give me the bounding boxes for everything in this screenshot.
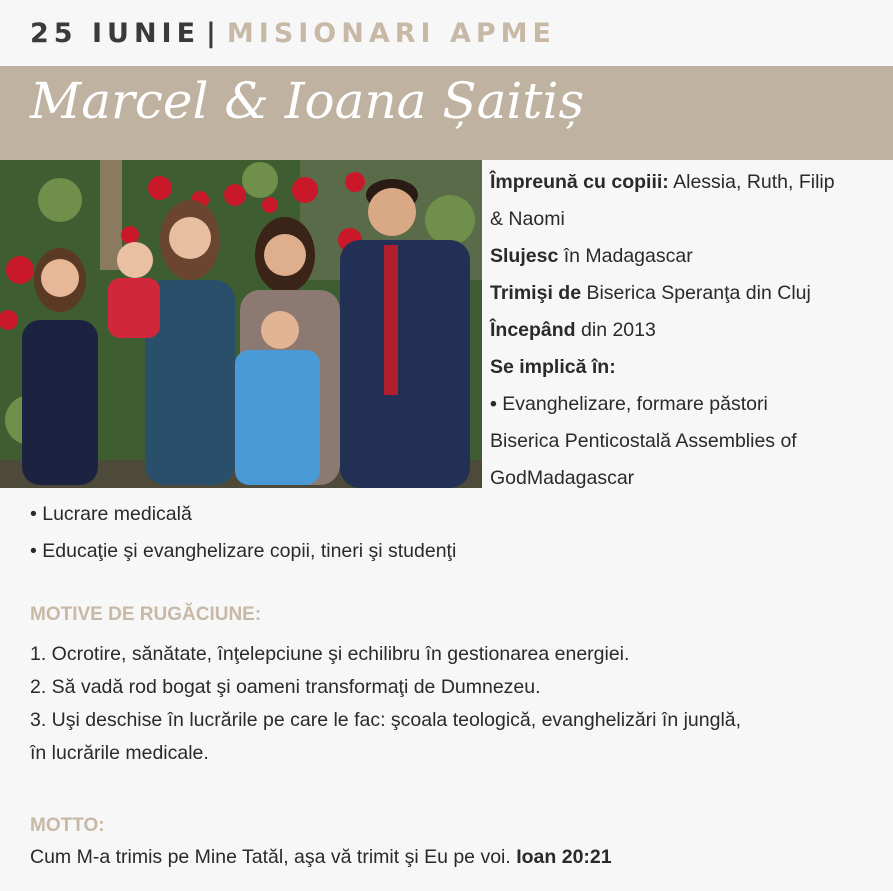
- info-sent: [490, 275, 890, 312]
- missionary-info: [490, 164, 890, 497]
- prayer-title: MOTIVE DE RUGĂCIUNE:: [30, 604, 262, 625]
- info-since: [490, 312, 890, 349]
- since-value: din 2013: [575, 319, 656, 341]
- motto-quote: Cum M-a trimis pe Mine Tatăl, aşa vă trimit şi Eu pe voi.: [30, 846, 517, 868]
- header-org: MISIONARI APME: [226, 18, 556, 49]
- info-children-cont: & Naomi: [490, 208, 565, 230]
- prayer-list: [30, 638, 870, 770]
- list-item: • Lucrare medicală: [30, 503, 192, 525]
- prayer-item: 1. Ocrotire, sănătate, înţelepciune şi echilibru în gestionarea energiei.: [30, 643, 630, 665]
- missionary-names: Marcel & Ioana Șaitiș: [30, 72, 585, 130]
- children-names: Alessia, Ruth, Filip: [668, 171, 835, 193]
- header-date: 25 IUNIE: [30, 18, 201, 49]
- prayer-item: 2. Să vadă rod bogat şi oameni transformaţi de Dumnezeu.: [30, 676, 541, 698]
- since-label: Începând: [490, 319, 576, 341]
- info-serve: [490, 238, 890, 275]
- children-label: Împreună cu copiii:: [490, 171, 669, 193]
- motto-reference: Ioan 20:21: [516, 846, 612, 868]
- info-involved-label: [490, 349, 890, 386]
- family-photo-illustration: [0, 160, 482, 488]
- motto-text: [30, 846, 612, 869]
- prayer-item: în lucrările medicale.: [30, 742, 209, 764]
- involved-item-1: Evanghelizare, formare păstori: [496, 393, 768, 415]
- family-photo: [0, 160, 482, 488]
- info-involved-1c: GodMadagascar: [490, 467, 635, 489]
- involved-label: Se implică în:: [490, 356, 616, 378]
- info-children: [490, 164, 890, 201]
- motto-title: MOTTO:: [30, 815, 105, 836]
- header-separator: |: [206, 18, 221, 49]
- prayer-item: 3. Uşi deschise în lucrările pe care le fac: şcoala teologică, evanghelizări în junglă,: [30, 709, 742, 731]
- bullet-mark: •: [490, 393, 497, 415]
- page-header: [30, 18, 556, 49]
- list-item: • Educaţie şi evanghelizare copii, tineri şi studenţi: [30, 540, 457, 562]
- info-involved-1b: Biserica Penticostală Assemblies of: [490, 430, 797, 452]
- info-involved-1: [490, 386, 890, 423]
- name-banner: [0, 66, 893, 160]
- involvement-list: [30, 496, 456, 570]
- sent-value: Biserica Speranţa din Cluj: [581, 282, 811, 304]
- sent-label: Trimişi de: [490, 282, 582, 304]
- serve-label: Slujesc: [490, 245, 559, 267]
- serve-value: în Madagascar: [558, 245, 693, 267]
